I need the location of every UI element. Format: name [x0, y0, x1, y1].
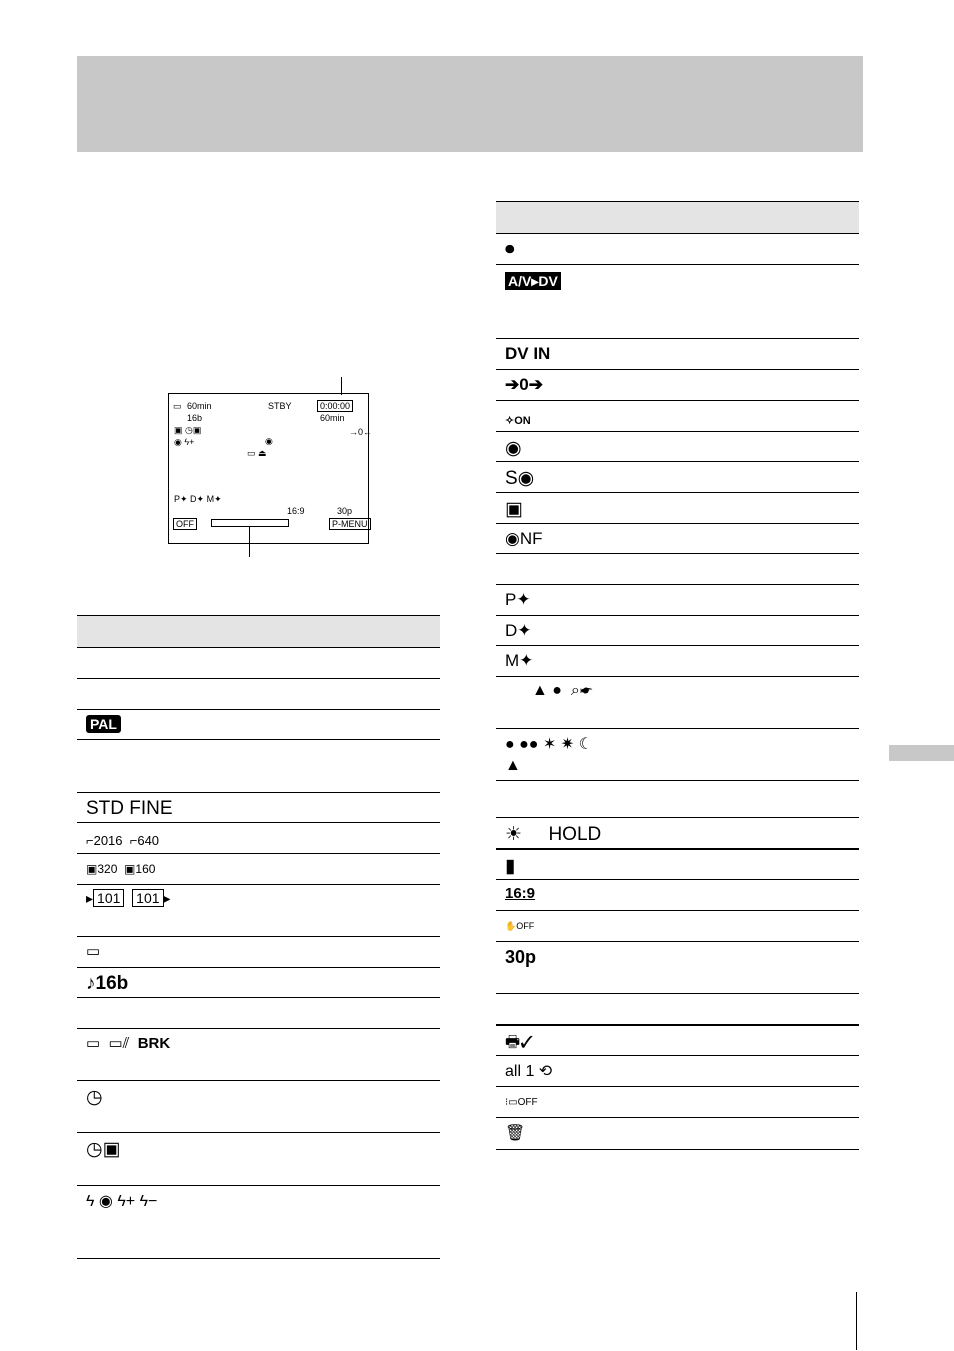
table-row: [496, 942, 859, 994]
table-row: [77, 998, 440, 1029]
nightframing-icon: ◉NF: [505, 529, 543, 548]
print-mark-icon: 🖶✓: [505, 1034, 534, 1051]
table-row: [77, 937, 440, 968]
audio-mode-icon: ♪16b: [86, 973, 129, 994]
eject-icon: ▭ ⏏: [247, 448, 267, 458]
table-row: [496, 781, 859, 818]
right-indicator-table: [496, 201, 859, 1150]
frame-rate-icon: 30p: [505, 947, 537, 967]
table-row: [77, 740, 440, 793]
page-rule: [856, 1292, 857, 1350]
exposure-icon: ▮: [505, 856, 516, 877]
picture-effect-icon: P✦: [505, 590, 531, 609]
table-row: [77, 854, 440, 885]
burst-icon: ▣ ◷▣: [174, 425, 202, 435]
delete-icon: 🗑: [505, 1125, 526, 1142]
right-table-header: [496, 201, 859, 234]
memory-effect-icon: M✦: [505, 651, 534, 670]
table-row: [77, 1081, 440, 1133]
memory-card-icon: ▭: [86, 943, 101, 960]
flash-icon: ϟ ◉ ϟ+ ϟ−: [86, 1193, 158, 1210]
table-row: [496, 339, 859, 370]
p-menu-button[interactable]: P-MENU: [329, 518, 371, 530]
zoom-bar: [211, 519, 289, 527]
table-row: [496, 554, 859, 585]
header-bar: [77, 56, 863, 152]
table-row: [496, 265, 859, 339]
left-table-header: [77, 615, 440, 648]
table-row: [496, 585, 859, 616]
lcd-backlight-off-icon: ⁝▭OFF: [505, 1097, 538, 1108]
image-size-icon: ⌐2016 ⌐640: [86, 833, 160, 848]
metering-icon: ◉: [265, 436, 273, 446]
off-button[interactable]: OFF: [173, 518, 197, 530]
burst-icon: ▭ ▭⫽ BRK: [86, 1035, 171, 1052]
white-balance-icon: ☀ HOLD: [505, 824, 602, 845]
table-row: [77, 968, 440, 998]
table-row: [77, 793, 440, 823]
slide-show-icons: all 1 ⟲: [505, 1063, 553, 1080]
frame-rate-indicator: 30p: [337, 506, 353, 516]
pal-icon: PAL: [86, 715, 121, 733]
table-row: [496, 1056, 859, 1087]
table-row: [496, 616, 859, 646]
self-timer-icon: ◷: [86, 1087, 103, 1108]
side-tab: [889, 745, 954, 761]
table-row: [496, 1118, 859, 1149]
table-row: [77, 823, 440, 854]
scene-mode-icons: ● ●● ✶ ✷ ☾: [505, 736, 593, 753]
table-row: [496, 818, 859, 849]
interval-icon: ◷▣: [86, 1139, 121, 1160]
focus-mode-icons: ▲ ● ⌕☛: [532, 682, 593, 699]
table-row: [77, 1029, 440, 1081]
table-row: [496, 911, 859, 942]
lcd-screen-diagram: [168, 393, 373, 544]
digital-effect-icon: D✦: [505, 621, 532, 640]
steadyshot-off-icon: ✋OFF: [505, 921, 535, 931]
table-row: [496, 880, 859, 911]
table-row: [77, 1133, 440, 1186]
table-row: [77, 1186, 440, 1258]
spot-focus-icon: →0←: [349, 427, 373, 437]
table-row: [496, 849, 859, 880]
touch-focus-icon: ⌕☛: [570, 682, 593, 699]
light-on-icon: ✧ON: [505, 415, 531, 427]
table-row: [77, 710, 440, 740]
table-row: [77, 679, 440, 710]
table-row: [496, 646, 859, 677]
landscape-icon: ▲: [505, 757, 521, 774]
table-row: [496, 370, 859, 401]
battery-icon: ▭: [173, 401, 182, 411]
av-dv-icon: A/V▸DV: [505, 272, 561, 290]
quality-label: STD FINE: [86, 798, 173, 819]
table-row: [77, 885, 440, 937]
audio-mode: 16b: [187, 413, 203, 423]
super-nightshot-icon: S◉: [505, 468, 535, 489]
table-row: [496, 524, 859, 554]
table-row: [496, 677, 859, 729]
left-indicator-table: [77, 615, 440, 1259]
table-row: [496, 432, 859, 462]
standby-status: STBY: [268, 401, 292, 411]
tape-remaining: 60min: [320, 413, 345, 423]
movie-size-icon: ▣320 ▣160: [86, 862, 156, 876]
picture-effect-icons: P✦ D✦ M✦: [174, 494, 222, 504]
flash-icon: ◉ ϟ+: [174, 437, 195, 447]
table-row: [496, 994, 859, 1025]
widescreen-icon: 16:9: [505, 885, 536, 902]
timecode: 0:00:00: [317, 400, 353, 412]
metering-icon: ◉: [505, 438, 522, 459]
table-row: [77, 648, 440, 679]
table-row: [496, 493, 859, 524]
table-row: [496, 729, 859, 781]
color-slow-shutter-icon: ▣: [505, 499, 523, 520]
record-icon: ⏺: [505, 239, 515, 260]
battery-time: 60min: [187, 401, 212, 411]
table-row: [496, 462, 859, 493]
table-row: [496, 401, 859, 432]
dv-in-icon: DV IN: [505, 344, 551, 363]
table-row: [496, 234, 859, 265]
table-row: [496, 1025, 859, 1056]
table-row: [496, 1087, 859, 1118]
spot-focus-icon: ➔0➔: [505, 375, 543, 394]
aspect-indicator: 16:9: [287, 506, 305, 516]
folder-icon: ▸ 101 101 ▸: [86, 890, 171, 906]
